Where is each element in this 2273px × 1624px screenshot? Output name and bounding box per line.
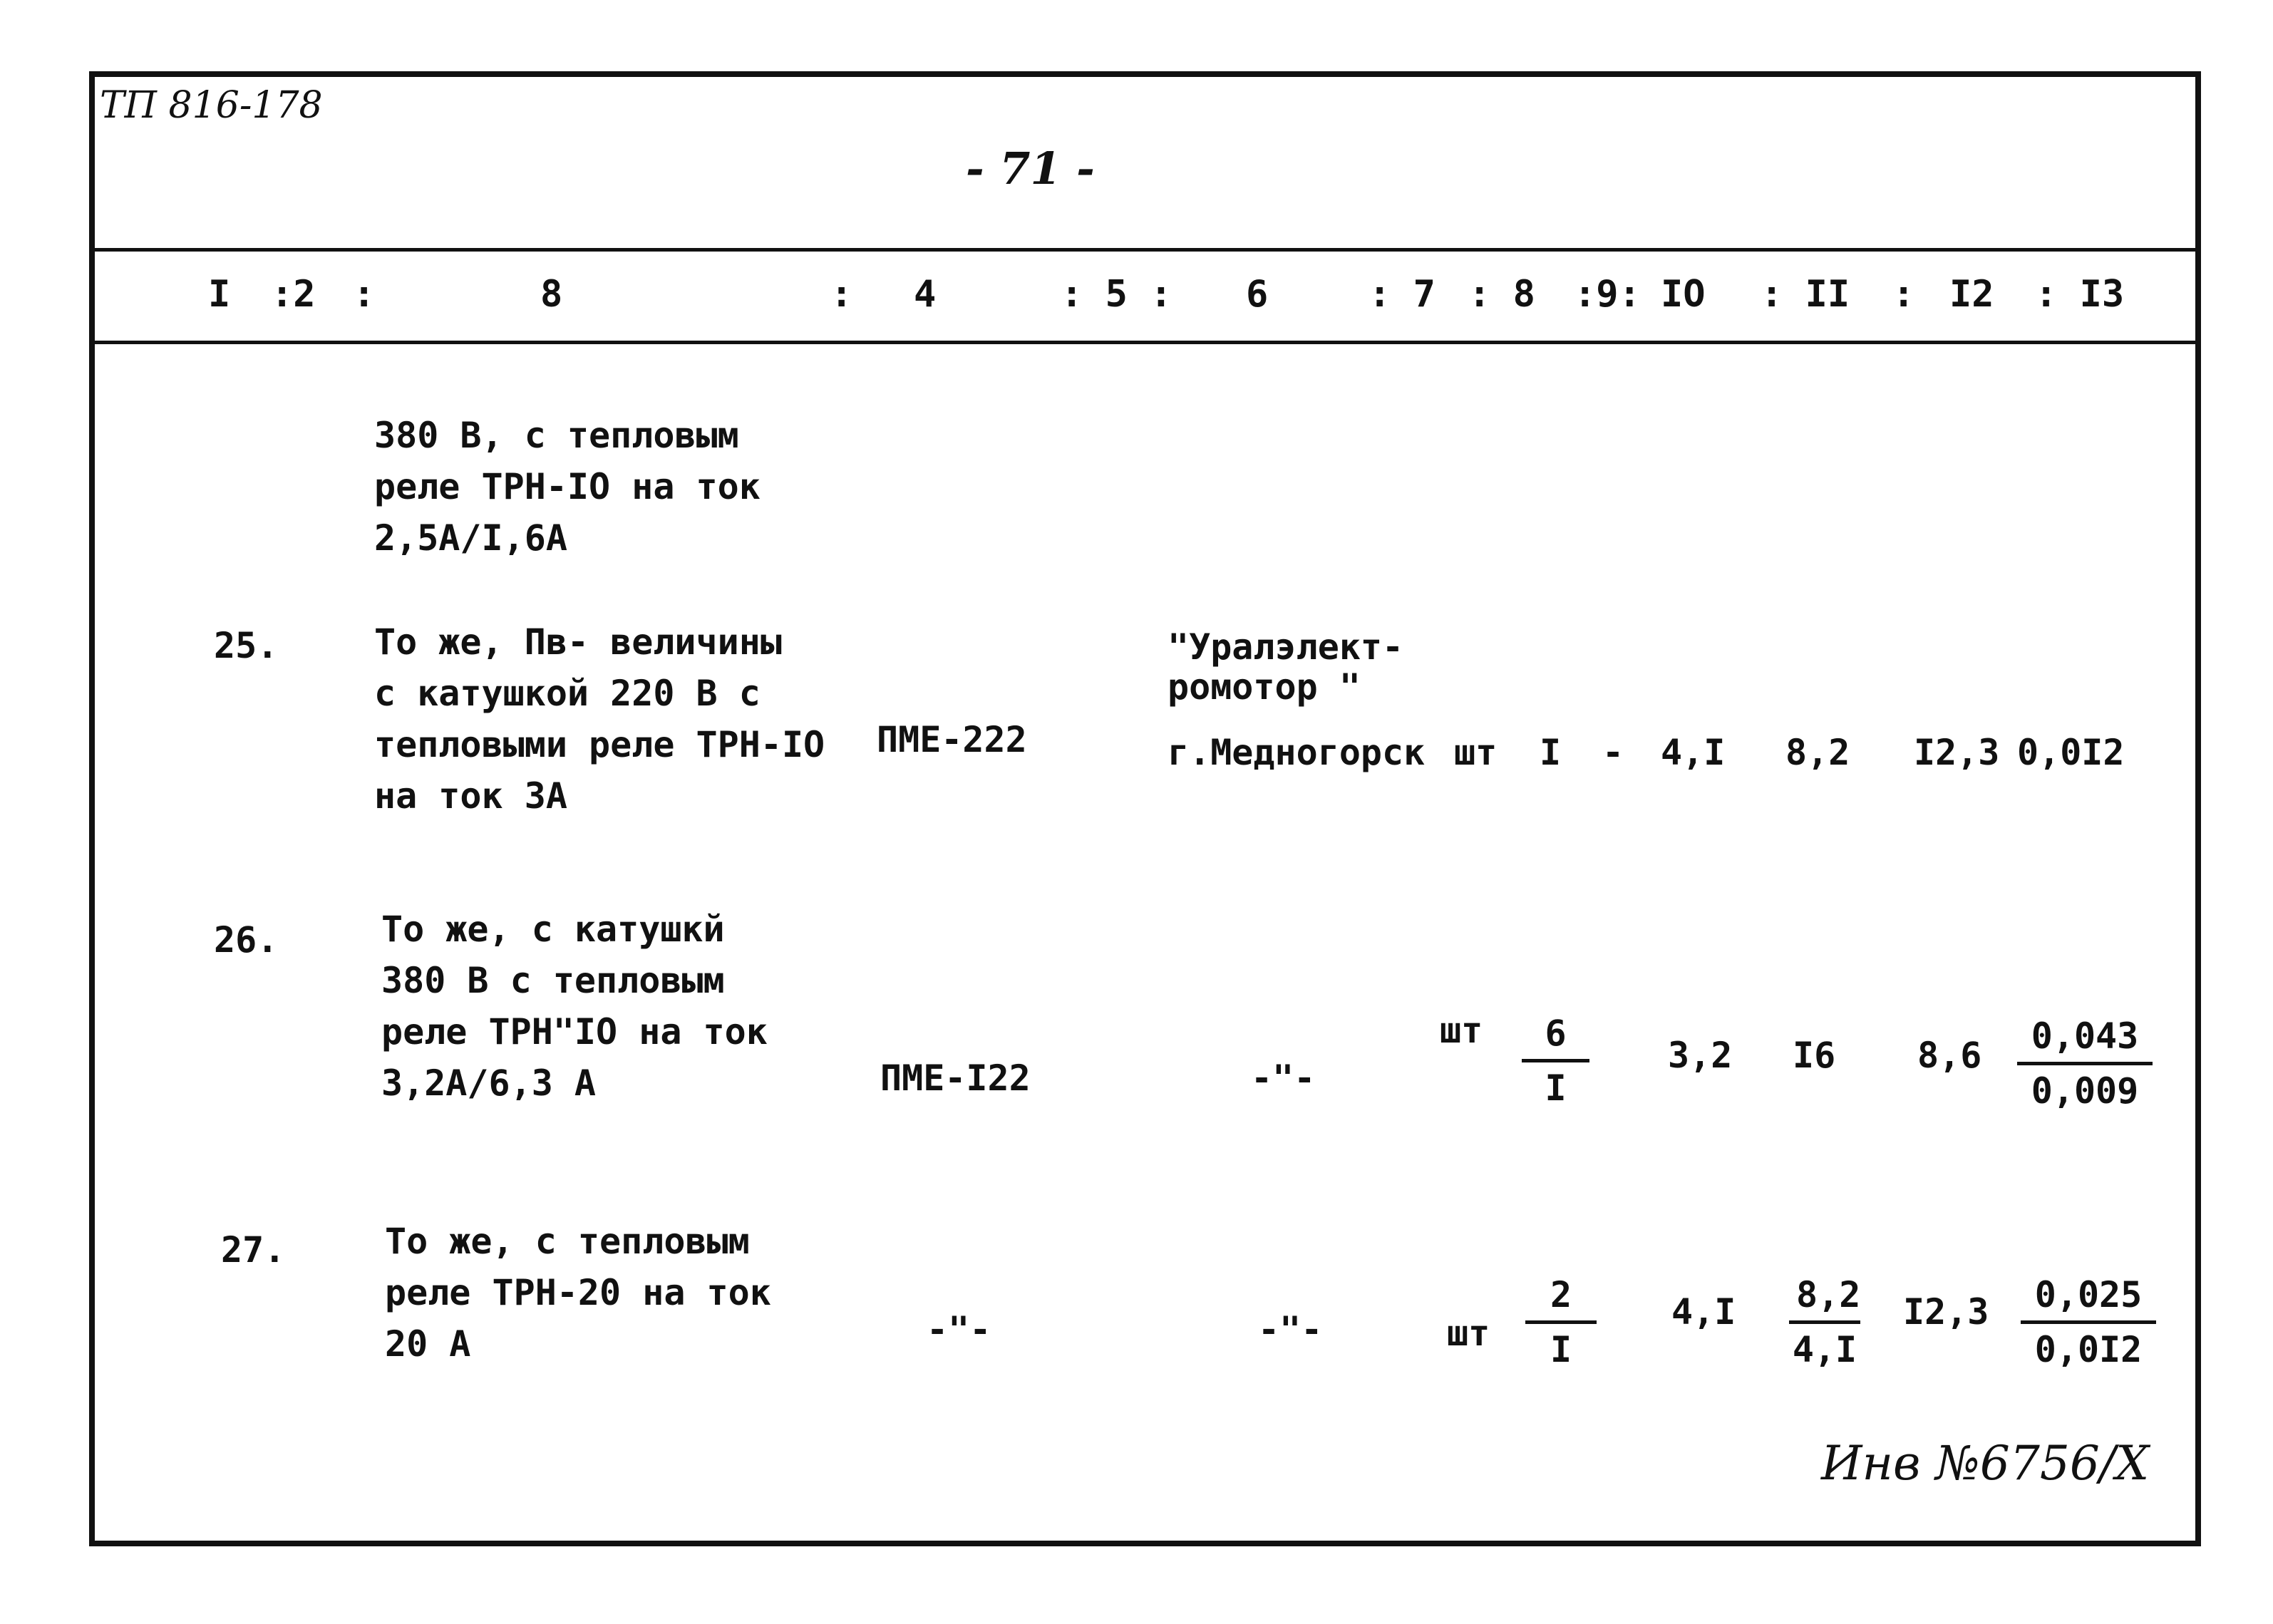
row-col11-fraction: $\frac{8,2}{4,I}$: [1789, 1272, 1860, 1372]
col-header-5: : 5 :: [1061, 273, 1172, 316]
row-unit: шт: [1440, 1010, 1483, 1051]
row-unit: шт: [1447, 1313, 1490, 1354]
row-col10: 4,I: [1671, 1291, 1736, 1333]
col-header-8: : 8: [1468, 273, 1535, 316]
row-col13-fraction: $\frac{0,043}{0,009}$: [2017, 1013, 2153, 1114]
header-divider: [95, 248, 2195, 252]
row-qty: I: [1540, 732, 1562, 773]
row-col10: 4,I: [1661, 732, 1726, 773]
col-separator: :: [1892, 273, 1915, 316]
row-maker-city: г.Медногорск: [1168, 732, 1426, 773]
row-col9: -: [1602, 732, 1624, 773]
row-col12: I2,3: [1903, 1291, 1989, 1333]
row-unit: шт: [1454, 732, 1498, 773]
col-header-6: 6: [1246, 273, 1269, 316]
row-col11: 8,2: [1785, 732, 1850, 773]
row-col13-fraction: $\frac{0,025}{0,0I2}$: [2021, 1272, 2156, 1372]
row-maker-ditto: -"-: [1251, 1057, 1316, 1099]
row-description: То же, Пв- величины с катушкой 220 В с тепловыми реле ТРН-IO на ток 3А: [374, 621, 825, 817]
row-description: То же, с катушкй 380 В с тепловым реле ТРН"IO на ток 3,2А/6,3 А: [381, 909, 768, 1104]
col-header-9: :9:: [1574, 273, 1641, 316]
row-qty-fraction: $\frac{2}{I}$: [1525, 1272, 1597, 1372]
col-header-7: : 7: [1369, 273, 1436, 316]
col-separator: :: [353, 273, 376, 316]
col-header-12: I2: [1949, 273, 1994, 316]
col-header-1: I: [208, 273, 231, 316]
col-header-10: IO: [1661, 273, 1706, 316]
row-number: 25.: [214, 625, 279, 666]
doc-code: ТП 816-178: [100, 84, 323, 127]
row-description: То же, с тепловым реле ТРН-20 на ток 20 А: [385, 1221, 771, 1365]
continuation-description: 380 В, с тепловым реле ТРН-IO на ток 2,5А/I,6А: [374, 415, 761, 559]
row-type-ditto: -"-: [927, 1309, 991, 1350]
col-header-11: : II: [1761, 273, 1850, 316]
col-header-2: :2: [271, 273, 316, 316]
col-header-3: 8: [540, 273, 563, 316]
row-qty-fraction: $\frac{6}{I}$: [1522, 1010, 1589, 1111]
row-maker-ditto: -"-: [1258, 1309, 1323, 1350]
row-col12: I2,3: [1914, 732, 2000, 773]
row-maker: "Уралэлект- ромотор ": [1168, 626, 1404, 708]
col-header-13: : I3: [2035, 273, 2125, 316]
row-number: 26.: [214, 919, 279, 961]
row-col10: 3,2: [1668, 1035, 1733, 1076]
row-col11: I6: [1793, 1035, 1836, 1076]
column-header-divider: [95, 341, 2195, 344]
row-col12: 8,6: [1917, 1035, 1982, 1076]
row-col13: 0,0I2: [2017, 732, 2125, 773]
row-number: 27.: [221, 1229, 286, 1271]
row-type: ПМЕ-222: [877, 719, 1027, 760]
col-header-4: 4: [914, 273, 937, 316]
inventory-number: Инв №6756/Х: [1821, 1436, 2150, 1491]
row-type: ПМЕ-I22: [880, 1057, 1031, 1099]
col-separator: :: [830, 273, 853, 316]
page-number: - 71 -: [966, 143, 1095, 195]
